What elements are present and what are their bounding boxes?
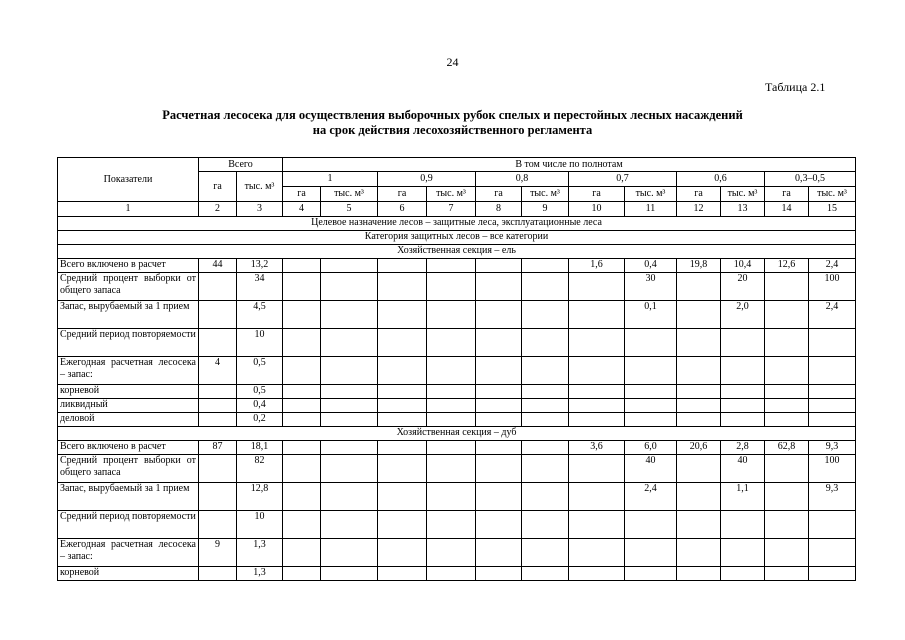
table-cell	[809, 357, 856, 385]
table-cell	[569, 329, 625, 357]
table-cell: 0,5	[237, 357, 283, 385]
header-unit-m3: тыс. м³	[427, 187, 476, 202]
row-label: Средний период повторяемости	[58, 511, 199, 539]
table-cell	[522, 329, 569, 357]
table-cell	[283, 357, 321, 385]
section-title: Хозяйственная секция – ель	[58, 245, 856, 259]
table-cell: 13,2	[237, 259, 283, 273]
table-cell	[569, 399, 625, 413]
header-unit-m3: тыс. м³	[321, 187, 378, 202]
row-label: Ежегодная расчетная лесосека – запас:	[58, 357, 199, 385]
row-label: Средний процент выборки от общего запаса	[58, 455, 199, 483]
row-label: Запас, вырубаемый за 1 прием	[58, 483, 199, 511]
table-cell	[677, 357, 721, 385]
table-cell	[283, 539, 321, 567]
table-cell	[378, 259, 427, 273]
table-cell	[199, 483, 237, 511]
table-cell	[721, 511, 765, 539]
table-cell	[378, 385, 427, 399]
header-unit-ha: га	[569, 187, 625, 202]
table-cell	[199, 455, 237, 483]
table-row	[58, 301, 856, 329]
table-cell	[625, 511, 677, 539]
table-cell	[625, 539, 677, 567]
table-cell	[378, 413, 427, 427]
table-row	[58, 399, 856, 413]
table-cell: 2,4	[625, 483, 677, 511]
table-cell	[321, 455, 378, 483]
table-cell	[378, 483, 427, 511]
table-cell	[765, 511, 809, 539]
table-cell: 1,3	[237, 539, 283, 567]
title-line-1: Расчетная лесосека для осуществления выборочных рубок спелых и перестойных лесных насаждений	[162, 108, 743, 122]
table-cell	[522, 455, 569, 483]
header-indicators: Показатели	[58, 158, 199, 202]
table-cell	[569, 301, 625, 329]
table-cell	[321, 273, 378, 301]
table-cell: 100	[809, 455, 856, 483]
table-cell	[476, 413, 522, 427]
table-cell	[569, 455, 625, 483]
title-line-2: на срок действия лесохозяйственного регламента	[312, 123, 593, 137]
table-cell: 2,8	[721, 441, 765, 455]
table-cell	[677, 385, 721, 399]
table-cell	[522, 539, 569, 567]
table-cell	[283, 455, 321, 483]
header-unit-ha: га	[378, 187, 427, 202]
table-cell	[283, 399, 321, 413]
table-cell	[625, 385, 677, 399]
table-cell	[721, 329, 765, 357]
table-cell	[476, 301, 522, 329]
column-number: 15	[809, 202, 856, 217]
table-cell	[522, 441, 569, 455]
table-cell	[809, 399, 856, 413]
table-cell: 18,1	[237, 441, 283, 455]
table-row	[58, 329, 856, 357]
table-cell	[378, 399, 427, 413]
table-cell	[378, 329, 427, 357]
table-cell: 20,6	[677, 441, 721, 455]
table-cell	[677, 483, 721, 511]
table-cell	[321, 399, 378, 413]
table-label: Таблица 2.1	[765, 80, 826, 94]
row-label: деловой	[58, 413, 199, 427]
table-cell	[283, 413, 321, 427]
table-cell	[809, 329, 856, 357]
table-cell	[199, 399, 237, 413]
header-density-0-7: 0,7	[569, 172, 677, 187]
column-number: 5	[321, 202, 378, 217]
table-cell	[677, 511, 721, 539]
table-cell	[569, 483, 625, 511]
table-cell	[378, 539, 427, 567]
row-label: корневой	[58, 385, 199, 399]
table-cell: 19,8	[677, 259, 721, 273]
table-cell: 2,4	[809, 301, 856, 329]
table-row	[58, 511, 856, 539]
table-cell: 0,2	[237, 413, 283, 427]
table-cell	[809, 511, 856, 539]
table-row	[58, 441, 856, 455]
table-row	[58, 385, 856, 399]
table-cell: 0,4	[625, 259, 677, 273]
header-unit-ha: га	[765, 187, 809, 202]
table-cell	[321, 301, 378, 329]
table-row	[58, 567, 856, 581]
table-cell	[321, 259, 378, 273]
table-cell	[283, 259, 321, 273]
table-cell: 10	[237, 511, 283, 539]
column-number: 9	[522, 202, 569, 217]
column-number: 3	[237, 202, 283, 217]
header-density-0-6: 0,6	[677, 172, 765, 187]
table-cell: 2,4	[809, 259, 856, 273]
table-cell	[427, 259, 476, 273]
table-cell: 3,6	[569, 441, 625, 455]
table-cell	[809, 413, 856, 427]
column-number: 2	[199, 202, 237, 217]
table-cell	[476, 273, 522, 301]
header-density-0-9: 0,9	[378, 172, 476, 187]
header-density-1: 1	[283, 172, 378, 187]
table-row	[58, 273, 856, 301]
row-label: Средний период повторяемости	[58, 329, 199, 357]
table-cell	[569, 357, 625, 385]
table-cell	[765, 329, 809, 357]
table-cell	[625, 329, 677, 357]
table-cell	[522, 413, 569, 427]
table-cell	[476, 329, 522, 357]
table-cell	[721, 539, 765, 567]
table-cell	[378, 511, 427, 539]
table-cell	[765, 413, 809, 427]
table-cell	[476, 399, 522, 413]
table-cell	[569, 539, 625, 567]
table-cell	[427, 329, 476, 357]
page-number: 24	[446, 55, 459, 69]
table-cell	[522, 511, 569, 539]
lesoseka-table	[57, 157, 856, 581]
table-cell	[522, 483, 569, 511]
table-cell	[427, 385, 476, 399]
row-label: Средний процент выборки от общего запаса	[58, 273, 199, 301]
table-cell	[199, 413, 237, 427]
row-label: Всего включено в расчет	[58, 441, 199, 455]
table-cell	[677, 413, 721, 427]
table-cell	[522, 567, 569, 581]
table-cell	[522, 399, 569, 413]
table-cell: 9	[199, 539, 237, 567]
table-cell: 10,4	[721, 259, 765, 273]
table-cell	[283, 483, 321, 511]
purpose-row: Целевое назначение лесов – защитные леса, эксплуатационные леса	[58, 217, 856, 231]
table-cell	[765, 385, 809, 399]
table-row	[58, 539, 856, 567]
table-cell: 82	[237, 455, 283, 483]
table-cell	[569, 567, 625, 581]
row-label: ликвидный	[58, 399, 199, 413]
section-title: Хозяйственная секция – дуб	[58, 427, 856, 441]
table-row	[58, 483, 856, 511]
table-cell	[427, 301, 476, 329]
table-cell	[721, 357, 765, 385]
table-cell	[427, 567, 476, 581]
column-number: 1	[58, 202, 199, 217]
column-number: 11	[625, 202, 677, 217]
table-cell	[721, 567, 765, 581]
table-cell	[809, 567, 856, 581]
table-cell	[199, 511, 237, 539]
table-cell	[283, 511, 321, 539]
table-cell	[476, 483, 522, 511]
table-cell: 100	[809, 273, 856, 301]
table-cell	[321, 511, 378, 539]
table-cell	[569, 511, 625, 539]
table-cell	[427, 413, 476, 427]
table-cell	[476, 455, 522, 483]
table-cell: 2,0	[721, 301, 765, 329]
header-unit-ha: га	[283, 187, 321, 202]
table-cell: 30	[625, 273, 677, 301]
table-cell	[378, 567, 427, 581]
header-unit-m3: тыс. м³	[625, 187, 677, 202]
category-row: Категория защитных лесов – все категории	[58, 231, 856, 245]
table-cell	[321, 567, 378, 581]
row-label: Запас, вырубаемый за 1 прием	[58, 301, 199, 329]
column-number: 13	[721, 202, 765, 217]
table-cell	[476, 567, 522, 581]
header-unit-ha: га	[677, 187, 721, 202]
table-row	[58, 413, 856, 427]
table-cell	[199, 385, 237, 399]
table-cell	[476, 511, 522, 539]
table-cell: 1,3	[237, 567, 283, 581]
header-total-m3: тыс. м³	[237, 172, 283, 202]
table-cell	[765, 567, 809, 581]
table-cell	[677, 273, 721, 301]
table-cell	[427, 441, 476, 455]
column-number: 6	[378, 202, 427, 217]
table-cell	[476, 441, 522, 455]
table-cell	[721, 385, 765, 399]
table-cell	[476, 385, 522, 399]
column-number: 10	[569, 202, 625, 217]
table-cell	[378, 273, 427, 301]
table-cell	[765, 357, 809, 385]
table-row	[58, 455, 856, 483]
table-cell	[283, 567, 321, 581]
table-cell: 1,6	[569, 259, 625, 273]
table-cell	[569, 273, 625, 301]
table-cell	[765, 301, 809, 329]
table-row	[58, 357, 856, 385]
table-cell	[476, 539, 522, 567]
table-cell: 9,3	[809, 441, 856, 455]
table-cell	[199, 567, 237, 581]
table-cell: 20	[721, 273, 765, 301]
table-cell	[625, 413, 677, 427]
column-number: 14	[765, 202, 809, 217]
table-cell	[321, 413, 378, 427]
table-cell	[427, 455, 476, 483]
table-cell	[283, 385, 321, 399]
table-cell	[765, 455, 809, 483]
table-cell	[625, 567, 677, 581]
table-cell	[427, 399, 476, 413]
table-cell	[522, 273, 569, 301]
header-density-0-8: 0,8	[476, 172, 569, 187]
table-cell	[476, 357, 522, 385]
table-cell	[721, 413, 765, 427]
table-cell	[427, 483, 476, 511]
table-cell	[625, 357, 677, 385]
header-by-density: В том числе по полнотам	[283, 158, 856, 172]
table-cell	[677, 455, 721, 483]
table-cell	[476, 259, 522, 273]
table-cell	[321, 329, 378, 357]
table-cell	[809, 385, 856, 399]
table-cell	[809, 539, 856, 567]
table-cell: 87	[199, 441, 237, 455]
table-cell: 4	[199, 357, 237, 385]
header-total: Всего	[199, 158, 283, 172]
table-cell	[522, 259, 569, 273]
table-cell	[625, 399, 677, 413]
column-number: 7	[427, 202, 476, 217]
table-cell: 1,1	[721, 483, 765, 511]
row-label: Ежегодная расчетная лесосека – запас:	[58, 539, 199, 567]
table-cell	[677, 399, 721, 413]
table-cell	[321, 539, 378, 567]
table-cell	[378, 455, 427, 483]
row-label: Всего включено в расчет	[58, 259, 199, 273]
table-cell	[522, 385, 569, 399]
header-unit-ha: га	[476, 187, 522, 202]
table-cell	[569, 413, 625, 427]
table-cell: 40	[721, 455, 765, 483]
column-number: 4	[283, 202, 321, 217]
table-cell	[321, 385, 378, 399]
table-cell	[321, 357, 378, 385]
table-cell	[765, 539, 809, 567]
table-cell	[283, 329, 321, 357]
table-cell: 10	[237, 329, 283, 357]
table-cell	[677, 329, 721, 357]
table-cell: 0,5	[237, 385, 283, 399]
table-cell: 12,6	[765, 259, 809, 273]
table-cell: 9,3	[809, 483, 856, 511]
document-title	[0, 108, 905, 138]
table-cell: 0,1	[625, 301, 677, 329]
table-cell	[427, 273, 476, 301]
header-unit-m3: тыс. м³	[522, 187, 569, 202]
table-cell	[522, 301, 569, 329]
header-total-ha: га	[199, 172, 237, 202]
table-cell	[199, 329, 237, 357]
table-cell	[677, 539, 721, 567]
table-cell	[283, 441, 321, 455]
table-cell	[522, 357, 569, 385]
row-label: корневой	[58, 567, 199, 581]
table-cell: 6,0	[625, 441, 677, 455]
table-cell	[427, 357, 476, 385]
table-cell	[378, 441, 427, 455]
table-cell	[199, 273, 237, 301]
table-cell	[569, 385, 625, 399]
table-cell: 4,5	[237, 301, 283, 329]
table-cell	[378, 301, 427, 329]
table-cell	[765, 399, 809, 413]
table-cell	[427, 539, 476, 567]
table-cell	[677, 567, 721, 581]
column-number: 12	[677, 202, 721, 217]
table-cell: 34	[237, 273, 283, 301]
table-row	[58, 259, 856, 273]
column-number: 8	[476, 202, 522, 217]
header-unit-m3: тыс. м³	[721, 187, 765, 202]
table-cell	[721, 399, 765, 413]
table-cell	[283, 301, 321, 329]
table-cell: 44	[199, 259, 237, 273]
table-cell	[378, 357, 427, 385]
header-unit-m3: тыс. м³	[809, 187, 856, 202]
table-cell	[765, 273, 809, 301]
table-cell: 0,4	[237, 399, 283, 413]
table-cell	[283, 273, 321, 301]
header-density-0-3-0-5: 0,3–0,5	[765, 172, 856, 187]
table-cell	[321, 441, 378, 455]
table-cell	[765, 483, 809, 511]
table-cell	[677, 301, 721, 329]
table-cell	[321, 483, 378, 511]
table-cell	[199, 301, 237, 329]
table-cell: 12,8	[237, 483, 283, 511]
table-cell: 62,8	[765, 441, 809, 455]
table-cell: 40	[625, 455, 677, 483]
table-cell	[427, 511, 476, 539]
